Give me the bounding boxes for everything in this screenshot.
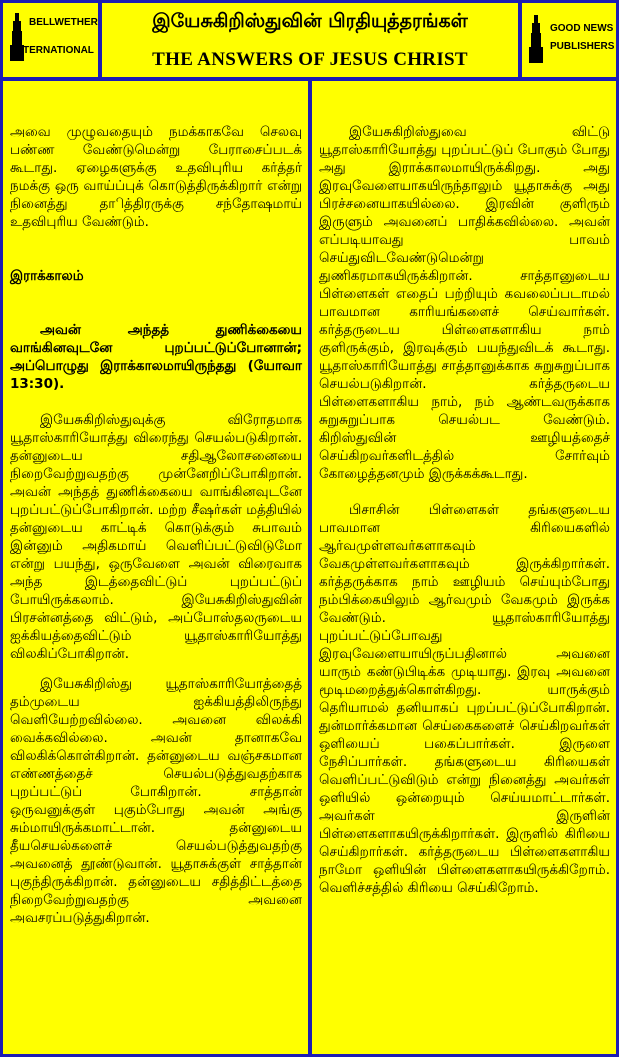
logo-name-line2: INTERNATIONAL: [13, 45, 94, 56]
paragraph: பிசாசின் பிள்ளைகள் தங்களுடைய பாவமான கிரியைகளில் ஆர்வமுள்ளவர்களாகவும் வேகமுள்ளவர்களாகவும் இருக்கிறார்கள். கர்த்தருக்காக நாம் ஊழியம் செய்யும்போது நம்பிக்கையிலும் ஆர்வமும் வேகமும் இருக்க வேண்டும். யூதாஸ்காரியோத்து புறப்பட்டுப்போவது இரவுவேளையாயிருப்பதினால் அவனை யாரும் கண்டுபிடிக்க முடியாது. இரவு அவனை மூடிமறைத்துக்கொள்கிறது. யாருக்கும் தெரியாமல் தனியாகப் புறப்பட்டுப்போகிறான். துன்மார்க்கமான செய்கைகளைச் செய்கிறவர்கள் ஒளியைப் பகைப்பார்கள். இருளை நேசிப்பார்கள். தங்களுடைய கிரியைகள் வெளிப்பட்டுவிடும் என்று நினைத்து அவர்கள் ஒளியில் ஒன்றையும் செய்யமாட்டார்கள். அவர்கள் இருளின் பிள்ளைகளாகயிருக்கிறார்கள். இருளில் கிரியை செய்கிறார்கள். கர்த்தருடைய பிள்ளைகளாகிய நாமோ ஒளியின் பிள்ளைகளாகயிருக்கிறோம். வெளிச்சத்தில் கிரியை செய்கிறோம்.: [319, 502, 610, 896]
left-column: [3, 81, 308, 1054]
good-news-publishers-logo: [522, 3, 616, 77]
section-heading: இராக்காலம்: [10, 268, 84, 284]
paragraph: இயேசுகிறிஸ்துவுக்கு விரோதமாக யூதாஸ்காரியோத்து விரைந்து செயல்படுகிறான். தன்னுடைய சதிஆலோசனையை நிறைவேற்றுவதற்கு முன்னேறிப்போகிறான். அவன் அந்தத் துணிக்கையை வாங்கினவுடனே புறப்பட்டுப்போகிறான். மற்ற சீஷர்கள் மத்தியில் தன்னுடைய காட்டிக் கொடுக்கும் சுபாவம் இன்னும் அதிகமாய் வெளிப்பட்டுவிடுமோ என்று பயந்து, ஒருவேளை அவன் விரைவாக அந்த இடத்தைவிட்டுப் புறப்பட்டுப் போயிருக்கலாம். இயேசுகிறிஸ்துவின் பிரசன்னத்தை விட்டும், அப்போஸ்தலருடைய ஐக்கியத்தைவிட்டும் யூதாஸ்காரியோத்து விலகிப்போகிறான்.: [10, 412, 302, 662]
logo-name-line2: PUBLISHERS: [550, 41, 615, 52]
bell-tower-icon: [528, 15, 544, 63]
page-header: [102, 3, 518, 77]
scripture-verse: அவன் அந்தத் துணிக்கையை வாங்கினவுடனே புறப்பட்டுப்போனான்; அப்பொழுது இராக்காலமாயிருந்தது (யோவா 13:30).: [10, 322, 302, 392]
english-title: THE ANSWERS OF JESUS CHRIST: [152, 49, 468, 70]
paragraph: அவை முழுவதையும் நமக்காகவே செலவு பண்ண வேண்டுமென்று பேராசைப்படக் கூடாது. ஏழைகளுக்கு உதவிபுரிய கர்த்தர் நமக்கு ஒரு வாய்ப்புக் கொடுத்திருக்கிறார் என்று நினைத்து தாித்திரருக்கு சந்தோஷமாய் உதவிபுரிய வேண்டும்.: [10, 124, 302, 230]
paragraph: இயேசுகிறிஸ்து யூதாஸ்காரியோத்தைத் தம்முடைய ஐக்கியத்திலிருந்து வெளியேற்றவில்லை. அவனை விலக்கி வைக்கவில்லை. அவன் தானாகவே விலகிக்கொள்கிறான். தன்னுடைய வஞ்சகமான எண்ணத்தைச் செயல்படுத்துவதற்காக புறப்பட்டுப் போகிறான். சாத்தான் ஒருவனுக்குள் புகும்போது அவன் அங்கு சும்மாயிருக்கமாட்டான். தன்னுடைய தீயசெயல்களைச் செயல்படுத்துவதற்கு அவனைத் தூண்டுவான். யூதாசுக்குள் சாத்தான் புகுந்திருக்கிறான். தன்னுடைய சதித்திட்டத்தை நிறைவேற்றுவதற்கு அவனை அவசரப்படுத்துகிறான்.: [10, 676, 302, 926]
logo-name-line1: BELLWETHER: [29, 17, 98, 28]
paragraph: இயேசுகிறிஸ்துவை விட்டு யூதாஸ்காரியோத்து புறப்பட்டுப் போகும் போது அது இராக்காலமாயிருக்கிறது. அது இரவுவேளையாகயிருந்தாலும் யூதாசுக்கு அது பிரச்சனையாகயில்லை. இரவின் குளிரும் இருளும் அவனைப் பாதிக்கவில்லை. அவன் எப்படியாவது பாவம் செய்துவிடவேண்டுமென்று துணிகரமாகயிருக்கிறான். சாத்தானுடைய பிள்ளைகள் எதைப் பற்றியும் கவலைப்படாமல் பாவமான காரியங்களைச் செய்வார்கள். கர்த்தருடைய பிள்ளைகளாகிய நாம் குளிருக்கும், இரவுக்கும் பயந்துவிடக் கூடாது. யூதாஸ்காரியோத்து சாத்தானுக்காக சுறுசுறுப்பாக செயல்படுகிறான். கர்த்தருடைய பிள்ளைகளாகிய நாம், நம் ஆண்டவருக்காக சுறுசுறுப்பாக செயல்பட வேண்டும். கிறிஸ்துவின் ஊழியத்தைச் செய்கிறவர்களிடத்தில் சோர்வும் கோழைத்தனமும் இருக்கக்கூடாது.: [319, 124, 610, 482]
logo-name-line1: GOOD NEWS: [550, 23, 614, 34]
right-column: [312, 81, 616, 1054]
tamil-title: இயேசுகிறிஸ்துவின் பிரதியுத்தரங்கள்: [152, 10, 468, 32]
bellwether-logo: [3, 3, 98, 77]
